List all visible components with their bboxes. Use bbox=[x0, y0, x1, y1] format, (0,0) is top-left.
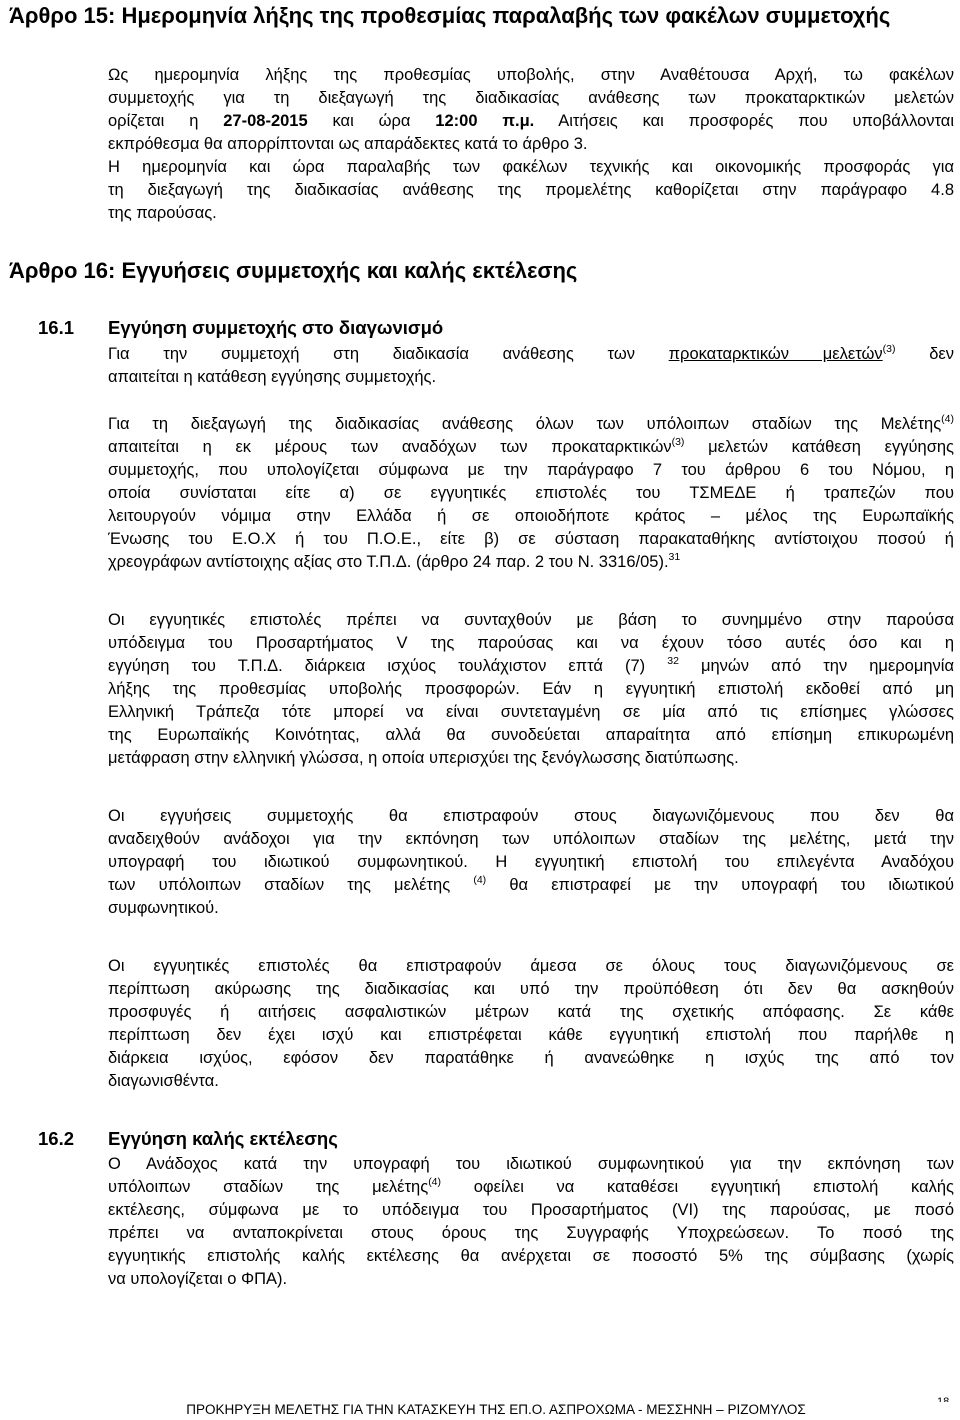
section-16-1-paragraph-5 bbox=[108, 955, 954, 1093]
text-line: υπόδειγμα του Προσαρτήματος V της παρούσας και να έχουν τόσο αυτές όσο και η bbox=[108, 634, 954, 652]
text-line: υπόλοιπων σταδίων της μελέτης$^{(4)}$ οφείλει να καταθέσει εγγυητική επιστολή καλής bbox=[108, 1176, 954, 1196]
text-line: των υπόλοιπων σταδίων της μελέτης $^{(4)}$ θα επιστραφεί με την υπογραφή του ιδιωτικού bbox=[108, 874, 954, 894]
section-16-1-paragraph-2 bbox=[108, 413, 954, 574]
text-line: εκπρόθεσμα θα απορρίπτονται ως απαράδεκτες κατά το άρθρο 3. bbox=[108, 135, 588, 153]
text-line: λειτουργούν νόμιμα στην Ελλάδα ή σε οποιοδήποτε κράτος – μέλος της Ευρωπαϊκής bbox=[108, 507, 954, 525]
article-15-heading: Άρθρο 15: Ημερομηνία λήξης της προθεσμίας παραλαβής των φακέλων συμμετοχής bbox=[9, 3, 891, 28]
text-line: πρέπει να ανταποκρίνεται στους όρους της Συγγραφής Υποχρεώσεων. Το ποσό της bbox=[108, 1224, 954, 1242]
text-line: Ως ημερομηνία λήξης της προθεσμίας υποβολής, στην Αναθέτουσα Αρχή, τω φακέλων bbox=[108, 66, 954, 84]
text-line: συμμετοχής, που υπολογίζεται σύμφωνα με την παράγραφο 7 του άρθρου 6 του Νόμου, η bbox=[108, 461, 954, 479]
text-line: εκτέλεσης, σύμφωνα με το υπόδειγμα του Προσαρτήματος (VI) της παρούσας, με ποσό bbox=[108, 1201, 954, 1219]
section-16-1-number: 16.1 bbox=[38, 317, 75, 338]
text-line: μετάφραση στην ελληνική γλώσσα, η οποία υπερισχύει της ξενόγλωσσης διατύπωσης. bbox=[108, 749, 739, 767]
text-line: χρεογράφων αντίστοιχης αξίας στο Τ.Π.Δ. (άρθρο 24 παρ. 2 του Ν. 3316/05).$^{31}$ bbox=[108, 551, 681, 571]
section-16-1-intro bbox=[108, 343, 954, 389]
text-line: περίπτωση δεν έχει ισχύ και επιστρέφεται κάθε εγγυητική επιστολή που παρήλθε η bbox=[108, 1026, 954, 1044]
text-line: οποία συνίσταται είτε α) σε εγγυητικές επιστολές του ΤΣΜΕΔΕ ή τραπεζών που bbox=[108, 484, 954, 502]
text-line: της Ευρωπαϊκής Κοινότητας, αλλά θα συνοδεύεται απαραίτητα από επίσημη επικυρωμένη bbox=[108, 726, 954, 744]
text-line: Για την συμμετοχή στη διαδικασία ανάθεσης των προκαταρκτικών μελετών$^{(3)}$ δεν bbox=[108, 343, 954, 363]
text-line: ορίζεται η 27-08-2015 και ώρα 12:00 π.μ. Αιτήσεις και προσφορές που υποβάλλονται bbox=[108, 112, 954, 130]
preliminary-studies-link: προκαταρκτικών μελετών bbox=[668, 345, 883, 363]
section-16-1-title: Εγγύηση συμμετοχής στο διαγωνισμό bbox=[108, 317, 444, 338]
text-line: υπογραφή του ιδιωτικού συμφωνητικού. Η εγγυητική επιστολή του επιλεγέντα Αναδόχου bbox=[108, 853, 954, 871]
section-16-2-number: 16.2 bbox=[38, 1128, 75, 1149]
text-line: απαιτείται η εκ μέρους των αναδόχων των προκαταρκτικών$^{(3)}$ μελετών κατάθεση εγγύησης bbox=[108, 436, 955, 456]
deadline-date: 27-08-2015 bbox=[223, 112, 308, 130]
text-line: Οι εγγυητικές επιστολές πρέπει να συνταχθούν με βάση το συνημμένο στην παρούσα bbox=[108, 611, 954, 629]
section-16-1-paragraph-4 bbox=[108, 805, 954, 920]
text-line: τη διεξαγωγή της διαδικασίας ανάθεσης της προμελέτης καθορίζεται στην παράγραφο 4.8 bbox=[108, 181, 954, 199]
footer-text: ΠΡΟΚΗΡΥΞΗ ΜΕΛΕΤΗΣ ΓΙΑ ΤΗΝ ΚΑΤΑΣΚΕΥΗ ΤΗΣ ΕΠ.Ο. ΑΣΠΡΟΧΩΜΑ - ΜΕΣΣΗΝΗ – ΡΙΖΟΜΥΛΟΣ bbox=[38, 1402, 954, 1418]
text-line: περίπτωση ακύρωσης της διαδικασίας και υπό την προϋπόθεση ότι δεν θα ασκηθούν bbox=[108, 980, 954, 998]
text-line: λήξης της προθεσμίας υποβολής προσφορών. Εάν η εγγυητική επιστολή εκδοθεί από μη bbox=[108, 680, 954, 698]
text-line: Οι εγγυήσεις συμμετοχής θα επιστραφούν στους διαγωνιζόμενους που δεν θα bbox=[108, 807, 954, 825]
text-line: Ο Ανάδοχος κατά την υπογραφή του ιδιωτικού συμφωνητικού για την εκπόνηση των bbox=[108, 1155, 954, 1173]
text-line: αναδειχθούν ανάδοχοι για την εκπόνηση των υπόλοιπων σταδίων της μελέτης, μετά την bbox=[108, 830, 954, 848]
text-line: απαιτείται η κατάθεση εγγύησης συμμετοχής. bbox=[108, 368, 437, 386]
section-16-1-paragraph-3 bbox=[108, 609, 954, 770]
text-line: Οι εγγυητικές επιστολές θα επιστραφούν άμεσα σε όλους τους διαγωνιζόμενους σε bbox=[108, 957, 954, 975]
text-line: εγγύηση του Τ.Π.Δ. διάρκεια ισχύος τουλάχιστον επτά (7) $^{32}$ μηνών από την ημερομηνία bbox=[108, 655, 954, 675]
text-line: Η ημερομηνία και ώρα παραλαβής των φακέλων τεχνικής και οικονομικής προσφοράς για bbox=[108, 158, 954, 176]
deadline-time: 12:00 π.μ. bbox=[435, 112, 535, 130]
article-16-heading: Άρθρο 16: Εγγυήσεις συμμετοχής και καλής εκτέλεσης bbox=[9, 258, 578, 283]
text-line: διαγωνισθέντα. bbox=[108, 1072, 219, 1090]
text-line: συμφωνητικού. bbox=[108, 899, 219, 917]
text-line: εγγυητικής επιστολής καλής εκτέλεσης θα ανέρχεται σε ποσοστό 5% της σύμβασης (χωρίς bbox=[108, 1247, 954, 1265]
text-line: προσφυγές ή αιτήσεις ασφαλιστικών μέτρων κατά της σχετικής απόφασης. Σε κάθε bbox=[108, 1003, 954, 1021]
text-line: Ένωσης του Ε.Ο.Χ ή του Π.Ο.Ε., είτε β) σε σύσταση παρακαταθήκης αντίστοιχου ποσού ή bbox=[108, 530, 954, 548]
section-16-2-paragraph bbox=[108, 1153, 954, 1291]
text-line: της παρούσας. bbox=[108, 204, 217, 222]
article-15-paragraph-1 bbox=[108, 64, 954, 156]
text-line: Για τη διεξαγωγή της διαδικασίας ανάθεσης όλων των υπόλοιπων σταδίων της Μελέτης$^{(4)}$ bbox=[108, 413, 954, 433]
text-line: συμμετοχής για τη διεξαγωγή της διαδικασίας ανάθεσης των προκαταρκτικών μελετών bbox=[108, 89, 954, 107]
text-line: διάρκεια ισχύος, εφόσον δεν παρατάθηκε ή ανανεώθηκε η ισχύς της από τον bbox=[108, 1049, 954, 1067]
article-15-paragraph-2 bbox=[108, 156, 954, 225]
text-line: Ελληνική Τράπεζα τότε μπορεί να είναι συντεταγμένη σε μία από τις επίσημες γλώσσες bbox=[108, 703, 954, 721]
text-line: να υπολογίζεται ο ΦΠΑ). bbox=[108, 1270, 288, 1288]
section-16-2-title: Εγγύηση καλής εκτέλεσης bbox=[108, 1128, 338, 1149]
